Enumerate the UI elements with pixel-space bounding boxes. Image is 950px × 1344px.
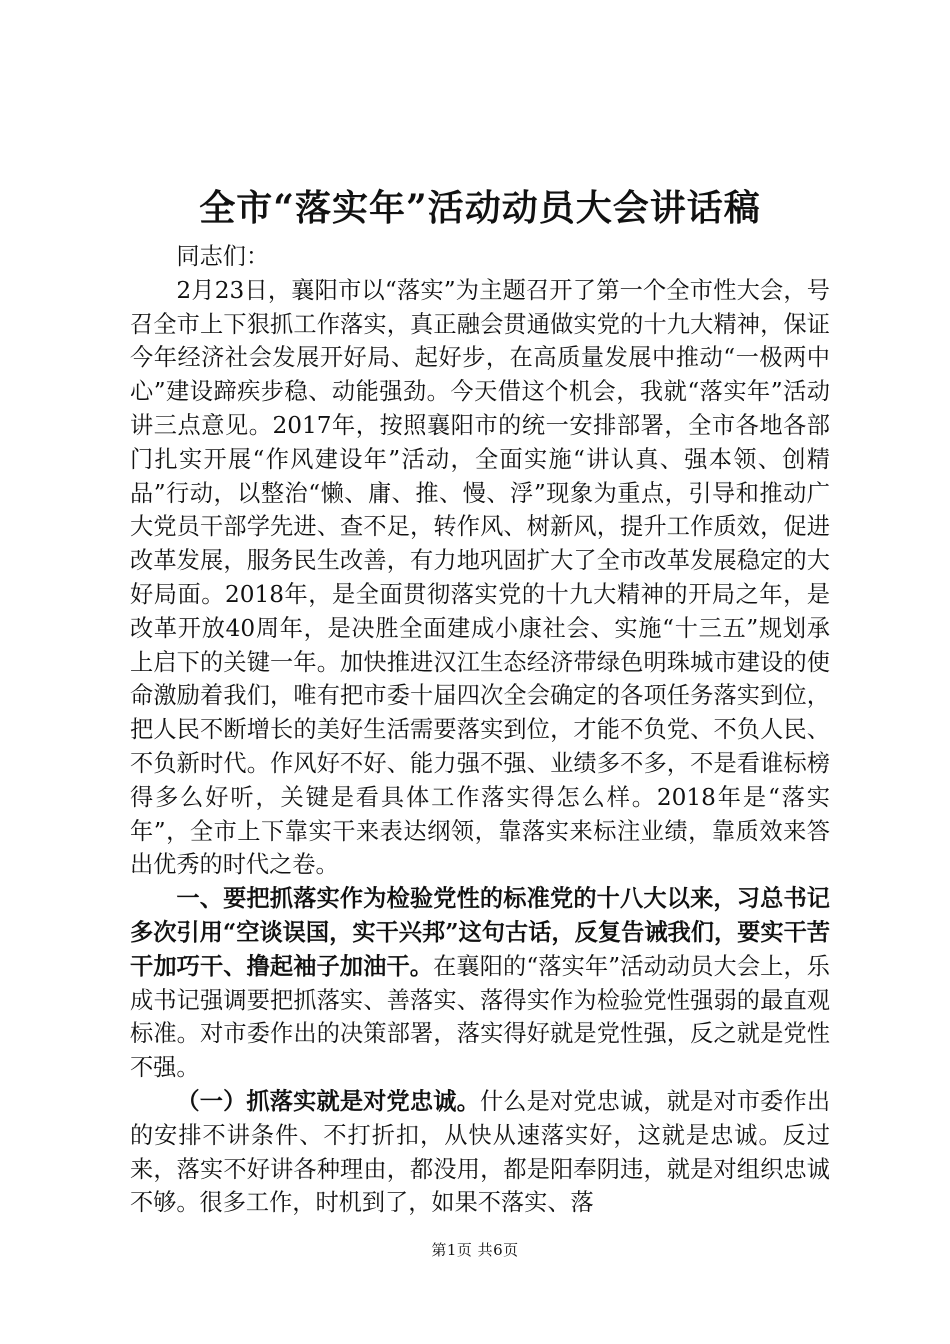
page-footer [0,1240,950,1260]
paragraph-section-one [130,882,830,1085]
paragraph-text: 什么是对党忠诚，就是对市委作出的安排不讲条件、不打折扣，从快从速落实好，这就是忠诚。反过来，落实不好讲各种理由，都没用，都是阳奉阴违，就是对组织忠诚不够。很多工作，时机到了，如果不落实、落 [130,1087,831,1217]
page-number: 第1页 共6页 [431,1241,519,1259]
paragraph-intro [130,274,830,882]
document-title: 全市“落实年”活动动员大会讲话稿 [199,187,761,229]
subsection-heading-one: （一）抓落实就是对党忠诚。 [176,1087,480,1115]
document-page [130,178,830,1220]
section-heading-one: 一、要把抓落实作为检验党性的标准党的十八大以来，习总书记多次引用“空谈误国，实干兴邦”这句古话，反复告诫我们，要实干苦干加巧干、撸起袖子加油干。 [130,885,830,980]
paragraph-subsection-one [130,1085,830,1220]
paragraph-text: 2月23日，襄阳市以“落实”为主题召开了第一个全市性大会，号召全市上下狠抓工作落实，真正融会贯通做实党的十九大精神，保证今年经济社会发展开好局、起好步，在高质量发展中推动“一极两中心”建设蹄疾步稳、动能强劲。今天借这个机会，我就“落实年”活动讲三点意见。2017年，按照襄阳市的统一安排部署，全市各地各部门扎实开展“作风建设年”活动，全面实施“讲认真、强本领、创精品”行动，以整治“懒、庸、推、慢、浮”现象为重点，引导和推动广大党员干部学先进、查不足，转作风、树新风，提升工作质效，促进改革发展，服务民生改善，有力地巩固扩大了全市改革发展稳定的大好局面。2018年，是全面贯彻落实党的十九大精神的开局之年，是改革开放40周年，是决胜全面建成小康社会、实施“十三五”规划承上启下的关键一年。加快推进汉江生态经济带绿色明珠城市建设的使命激励着我们，唯有把市委十届四次全会确定的各项任务落实到位，把人民不断增长的美好生活需要落实到位，才能不负党、不负人民、不负新时代。作风好不好、能力强不强、业绩多不多，不是看谁标榜得多么好听，关键是看具体工作落实得怎么样。2018年是“落实年”，全市上下靠实干来表达纲领，靠落实来标注业绩，靠质效来答出优秀的时代之卷。 [130,276,830,879]
salutation: 同志们： [176,243,270,270]
paragraph-text: 在襄阳的“落实年”活动动员大会上，乐成书记强调要把抓落实、善落实、落得实作为检验党性强弱的最直观标准。对市委作出的决策部署，落实得好就是党性强，反之就是党性不强。 [130,952,830,1082]
document-body [130,240,830,1220]
